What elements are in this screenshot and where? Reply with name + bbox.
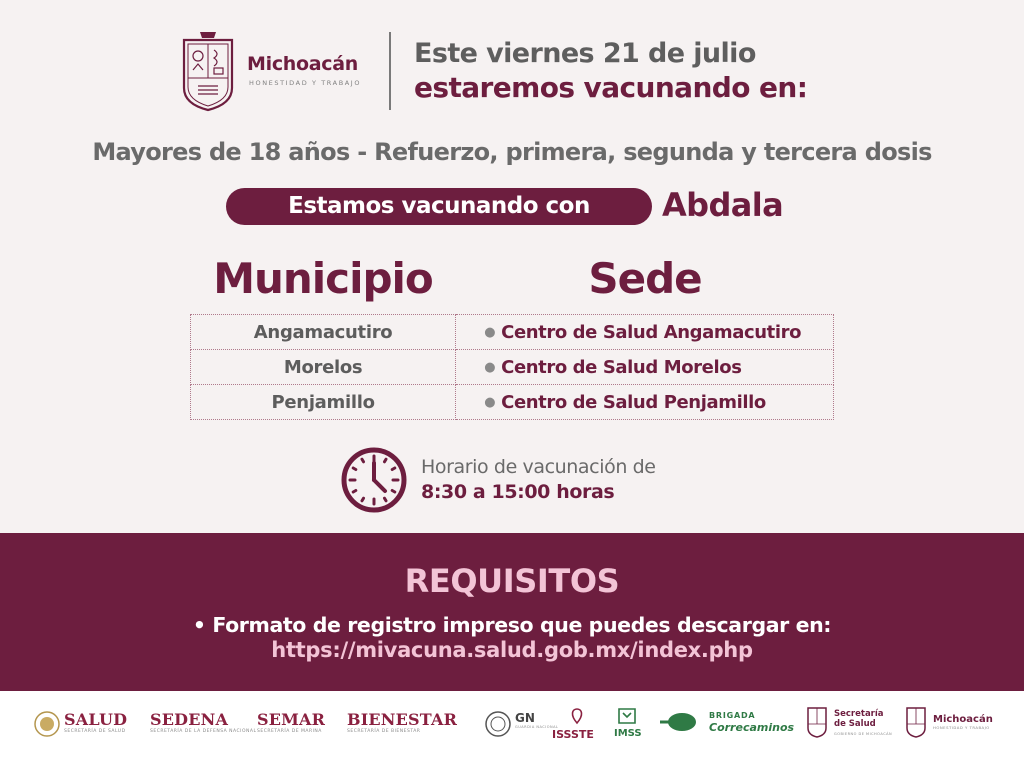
municipio-cell: Morelos bbox=[191, 350, 456, 385]
header-date-line: Este viernes 21 de julio bbox=[414, 38, 756, 69]
secretaria-salud-logo bbox=[834, 709, 892, 739]
column-header-municipio: Municipio bbox=[213, 254, 433, 303]
sedena-logo bbox=[150, 710, 257, 734]
guardia-nacional-seal-icon bbox=[485, 711, 511, 737]
sede-label: Centro de Salud Penjamillo bbox=[501, 391, 766, 413]
correcaminos-bird-icon bbox=[658, 711, 702, 733]
michoacan-logo bbox=[933, 714, 993, 730]
semar-logo bbox=[257, 710, 325, 734]
salud-logo bbox=[64, 710, 127, 734]
brigada-label: BRIGADA bbox=[709, 711, 756, 720]
vaccine-name: Abdala bbox=[662, 186, 784, 224]
secretaria-label: Secretaría bbox=[834, 709, 884, 719]
secretaria-sub: GOBIERNO DE MICHOACÁN bbox=[834, 732, 893, 736]
table-row bbox=[191, 350, 834, 385]
bienestar-logo bbox=[347, 710, 457, 734]
bienestar-sub: SECRETARÍA DE BIENESTAR bbox=[347, 729, 421, 734]
sedena-label: SEDENA bbox=[150, 710, 229, 729]
schedule-hours: 8:30 a 15:00 horas bbox=[421, 481, 615, 503]
bullet-icon: ● bbox=[484, 394, 496, 410]
imss-label: IMSS bbox=[614, 728, 642, 739]
issste-emblem-icon bbox=[567, 707, 587, 725]
semar-label: SEMAR bbox=[257, 710, 326, 729]
footer-logos bbox=[0, 691, 1024, 758]
gn-label: GN bbox=[515, 711, 535, 725]
correcaminos-label: Correcaminos bbox=[709, 721, 795, 734]
brand-name: Michoacán bbox=[247, 53, 358, 75]
de-salud-label: de Salud bbox=[834, 719, 876, 729]
michoacan-sub: HONESTIDAD Y TRABAJO bbox=[933, 725, 990, 730]
sede-cell bbox=[456, 315, 834, 350]
table-row bbox=[191, 385, 834, 420]
salud-label: SALUD bbox=[64, 710, 128, 729]
michoacan-crest-icon bbox=[180, 30, 236, 112]
sede-label: Centro de Salud Angamacutiro bbox=[501, 321, 802, 343]
municipio-cell: Penjamillo bbox=[191, 385, 456, 420]
eligibility-subtitle: Mayores de 18 años - Refuerzo, primera, segunda y tercera dosis bbox=[92, 138, 932, 166]
clock-icon bbox=[340, 446, 408, 514]
schedule-label: Horario de vacunación de bbox=[421, 456, 656, 478]
bullet-icon: ● bbox=[484, 324, 496, 340]
sites-table bbox=[190, 314, 834, 420]
bullet-icon: ● bbox=[484, 359, 496, 375]
bienestar-label: BIENESTAR bbox=[347, 710, 458, 729]
municipio-cell: Angamacutiro bbox=[191, 315, 456, 350]
requirements-title: REQUISITOS bbox=[404, 562, 620, 600]
semar-sub: SECRETARÍA DE MARINA bbox=[257, 729, 322, 734]
column-header-sede: Sede bbox=[588, 254, 702, 303]
requirements-item: • Formato de registro impreso que puedes descargar en: bbox=[192, 613, 832, 637]
michoacan-label: Michoacán bbox=[933, 714, 993, 725]
sede-cell bbox=[456, 385, 834, 420]
sede-label: Centro de Salud Morelos bbox=[501, 356, 742, 378]
michoacan-small-crest-icon bbox=[905, 704, 927, 738]
header-headline: estaremos vacunando en: bbox=[414, 71, 808, 104]
table-row bbox=[191, 315, 834, 350]
mexico-eagle-icon bbox=[34, 711, 60, 737]
gn-logo bbox=[515, 711, 558, 729]
registration-link[interactable]: https://mivacuna.salud.gob.mx/index.php bbox=[271, 638, 753, 662]
vaccine-pill: Estamos vacunando con bbox=[226, 188, 652, 225]
issste-label: ISSSTE bbox=[552, 728, 594, 741]
header-divider bbox=[389, 32, 391, 110]
salud-sub: SECRETARÍA DE SALUD bbox=[64, 729, 126, 734]
brand-motto: HONESTIDAD Y TRABAJO bbox=[249, 79, 362, 87]
imss-emblem-icon bbox=[617, 707, 637, 725]
sedena-sub: SECRETARÍA DE LA DEFENSA NACIONAL bbox=[150, 729, 257, 734]
requirements-band bbox=[0, 533, 1024, 691]
secretaria-salud-crest-icon bbox=[806, 704, 828, 738]
sede-cell bbox=[456, 350, 834, 385]
gn-sub: GUARDIA NACIONAL bbox=[515, 725, 559, 729]
